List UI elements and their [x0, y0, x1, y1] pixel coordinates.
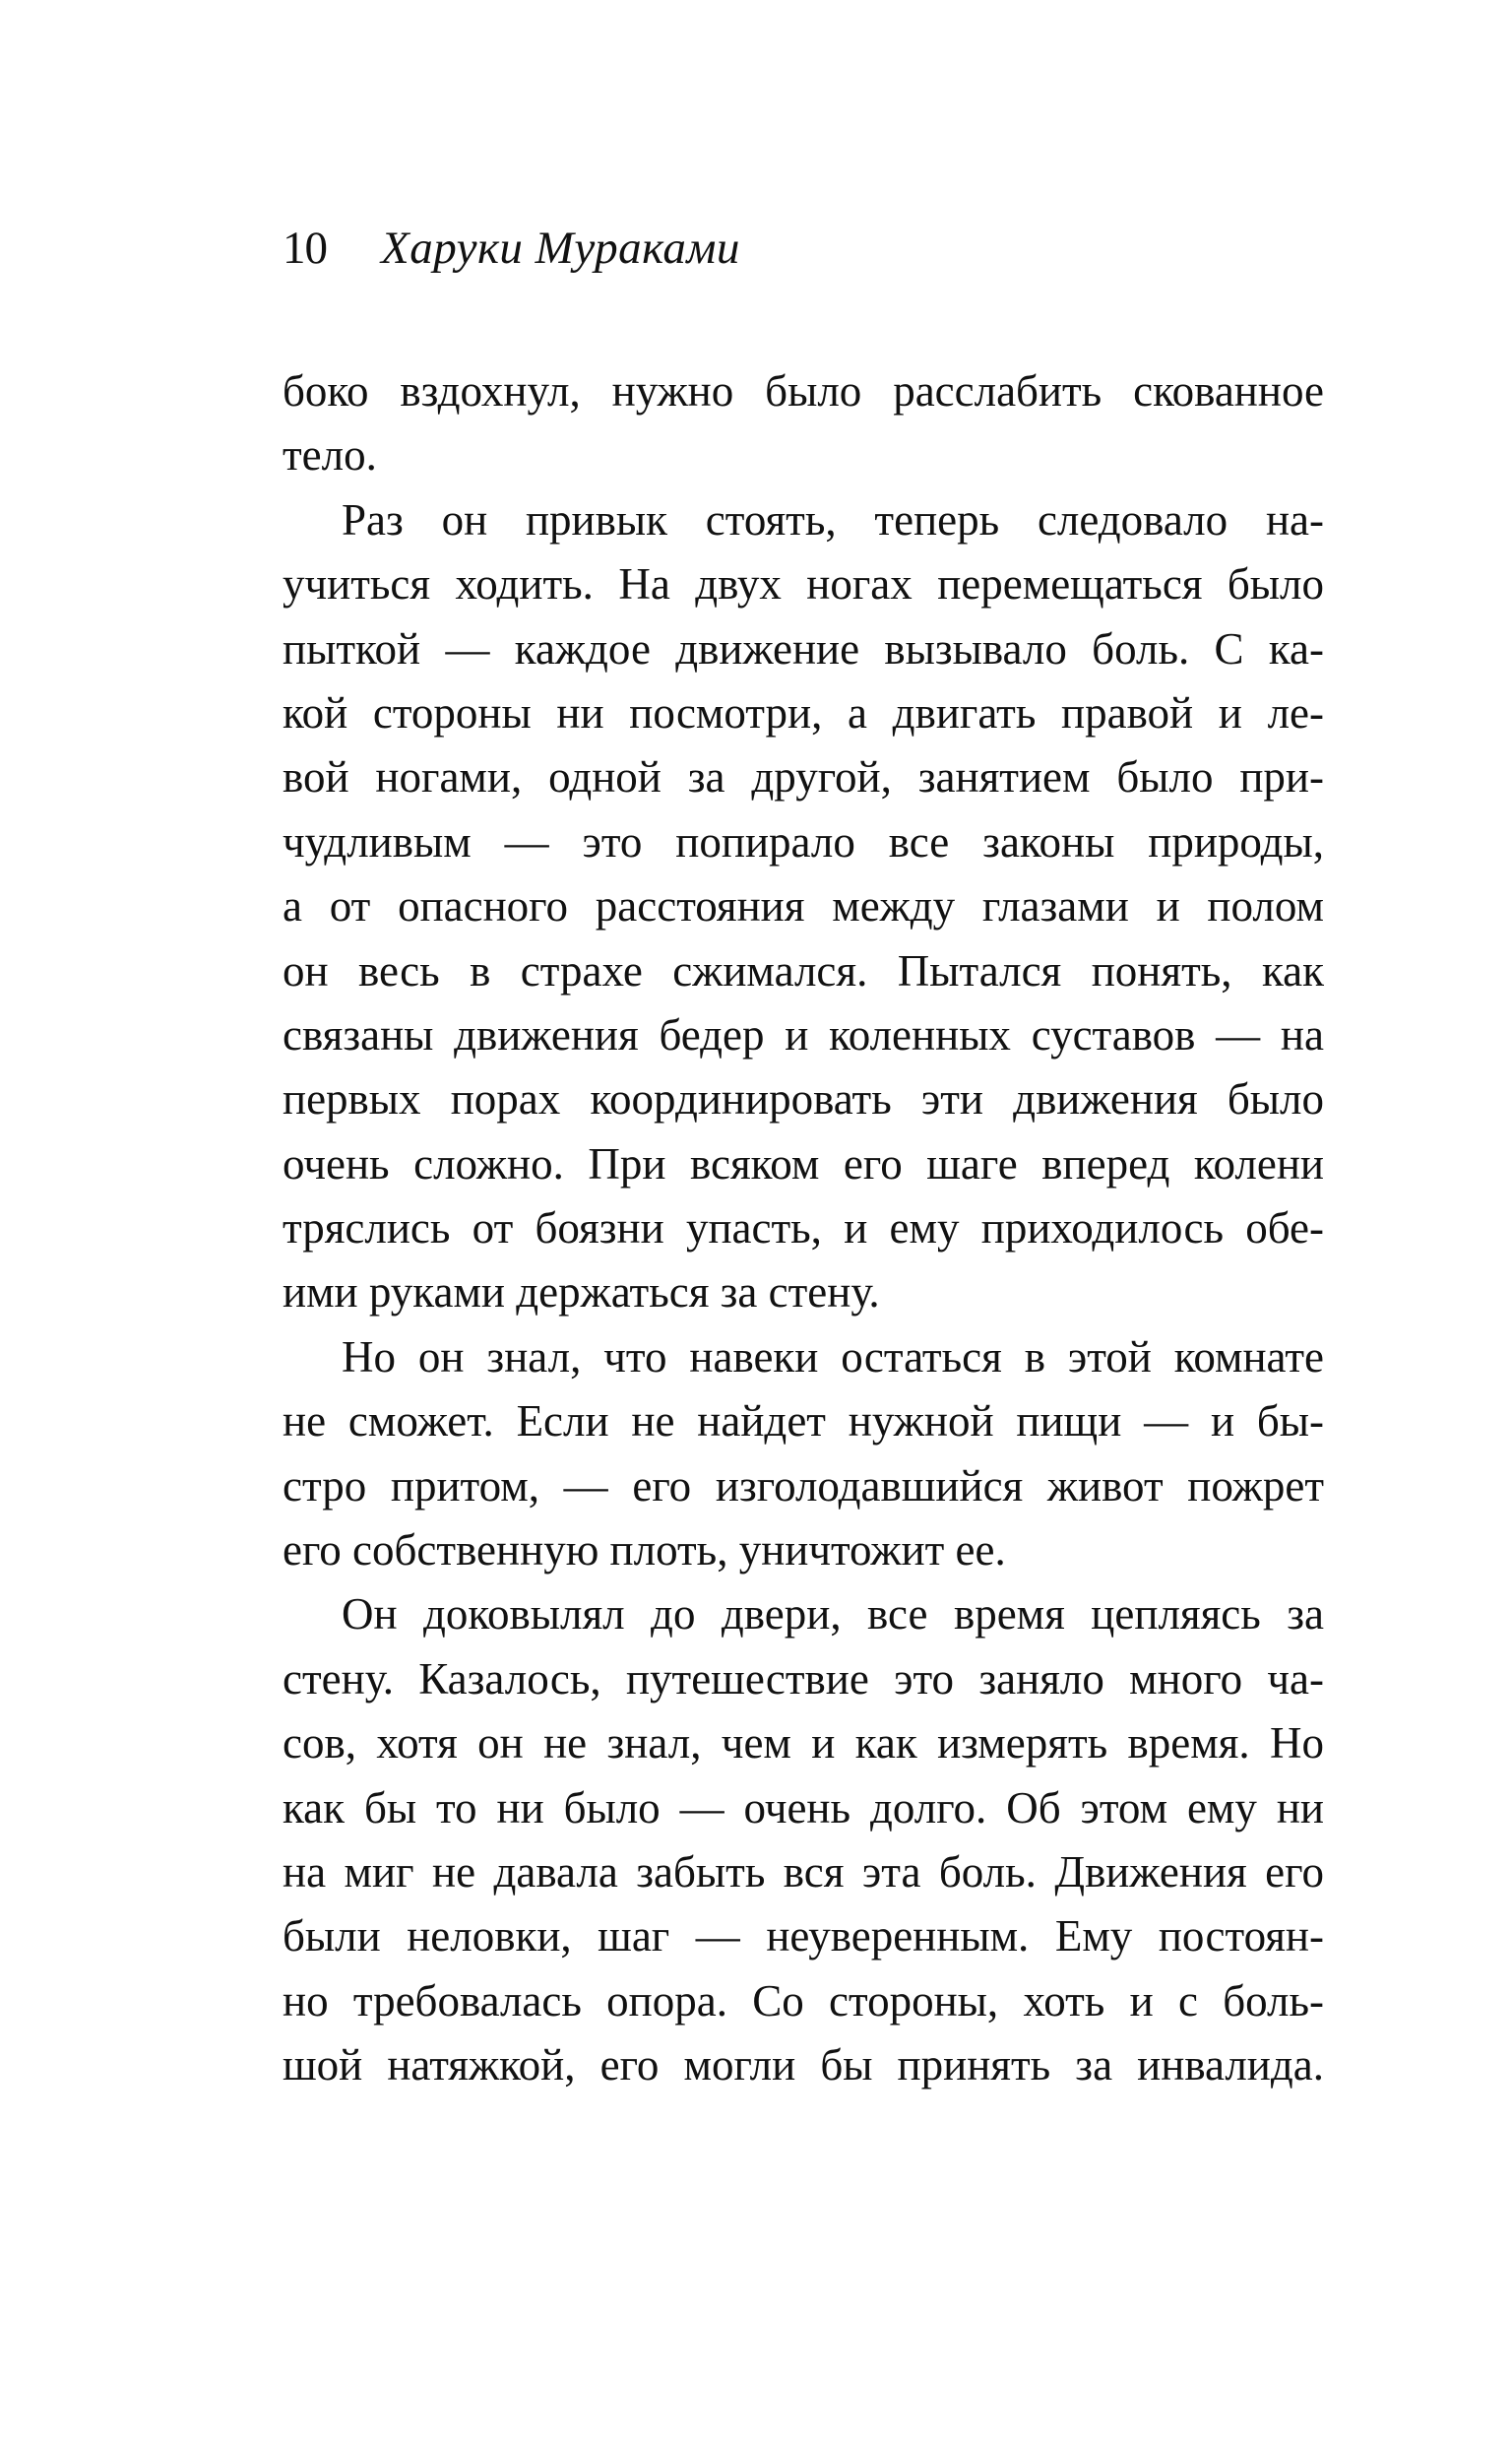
text-line: связаны движения бедер и коленных суставов — на [283, 1009, 1324, 1060]
text-line: но требовалась опора. Со стороны, хоть и с боль- [283, 1975, 1324, 2025]
text-line: Раз он привык стоять, теперь следовало на- [342, 494, 1324, 545]
text-line: были неловки, шаг — неуверенным. Ему постоян- [283, 1911, 1324, 1961]
text-line: боко вздохнул, нужно было расслабить скованное [283, 366, 1324, 416]
text-line: кой стороны ни посмотри, а двигать правой и ле- [283, 687, 1324, 738]
text-line: шой натяжкой, его могли бы принять за инвалида. [283, 2040, 1324, 2090]
text-line: как бы то ни было — очень долго. Об этом ему ни [283, 1782, 1324, 1832]
text-line: пыткой — каждое движение вызывало боль. С ка- [283, 623, 1324, 674]
text-line: он весь в страхе сжимался. Пытался понять, как [283, 945, 1324, 996]
text-line: Он доковылял до двери, все время цепляясь за [342, 1589, 1324, 1639]
text-line: не сможет. Если не найдет нужной пищи — и бы- [283, 1396, 1324, 1447]
text-line: стро притом, — его изголодавшийся живот пожрет [283, 1460, 1324, 1511]
text-line: его собственную плоть, уничтожит ее. [283, 1525, 1006, 1575]
text-line: вой ногами, одной за другой, занятием было при- [283, 752, 1324, 803]
text-line: чудливым — это попирало все законы природы, [283, 816, 1324, 867]
page-number: 10 [283, 223, 327, 274]
running-title-author: Харуки Мураками [381, 223, 740, 274]
text-line: первых порах координировать эти движения было [283, 1074, 1324, 1125]
text-line: а от опасного расстояния между глазами и полом [283, 881, 1324, 932]
text-line: стену. Казалось, путешествие это заняло много ча- [283, 1653, 1324, 1704]
text-line: Но он знал, что навеки остаться в этой комнате [342, 1331, 1324, 1382]
text-line: сов, хотя он не знал, чем и как измерять время. Но [283, 1718, 1324, 1768]
text-line: тело. [283, 430, 377, 481]
text-line: учиться ходить. На двух ногах перемещаться было [283, 559, 1324, 610]
text-line: на миг не давала забыть вся эта боль. Движения его [283, 1846, 1324, 1897]
running-head [283, 219, 740, 278]
text-line: тряслись от боязни упасть, и ему приходилось обе- [283, 1203, 1324, 1254]
text-line: очень сложно. При всяком его шаге вперед колени [283, 1138, 1324, 1189]
body-text [283, 359, 1324, 2098]
text-line: ими руками держаться за стену. [283, 1267, 880, 1318]
